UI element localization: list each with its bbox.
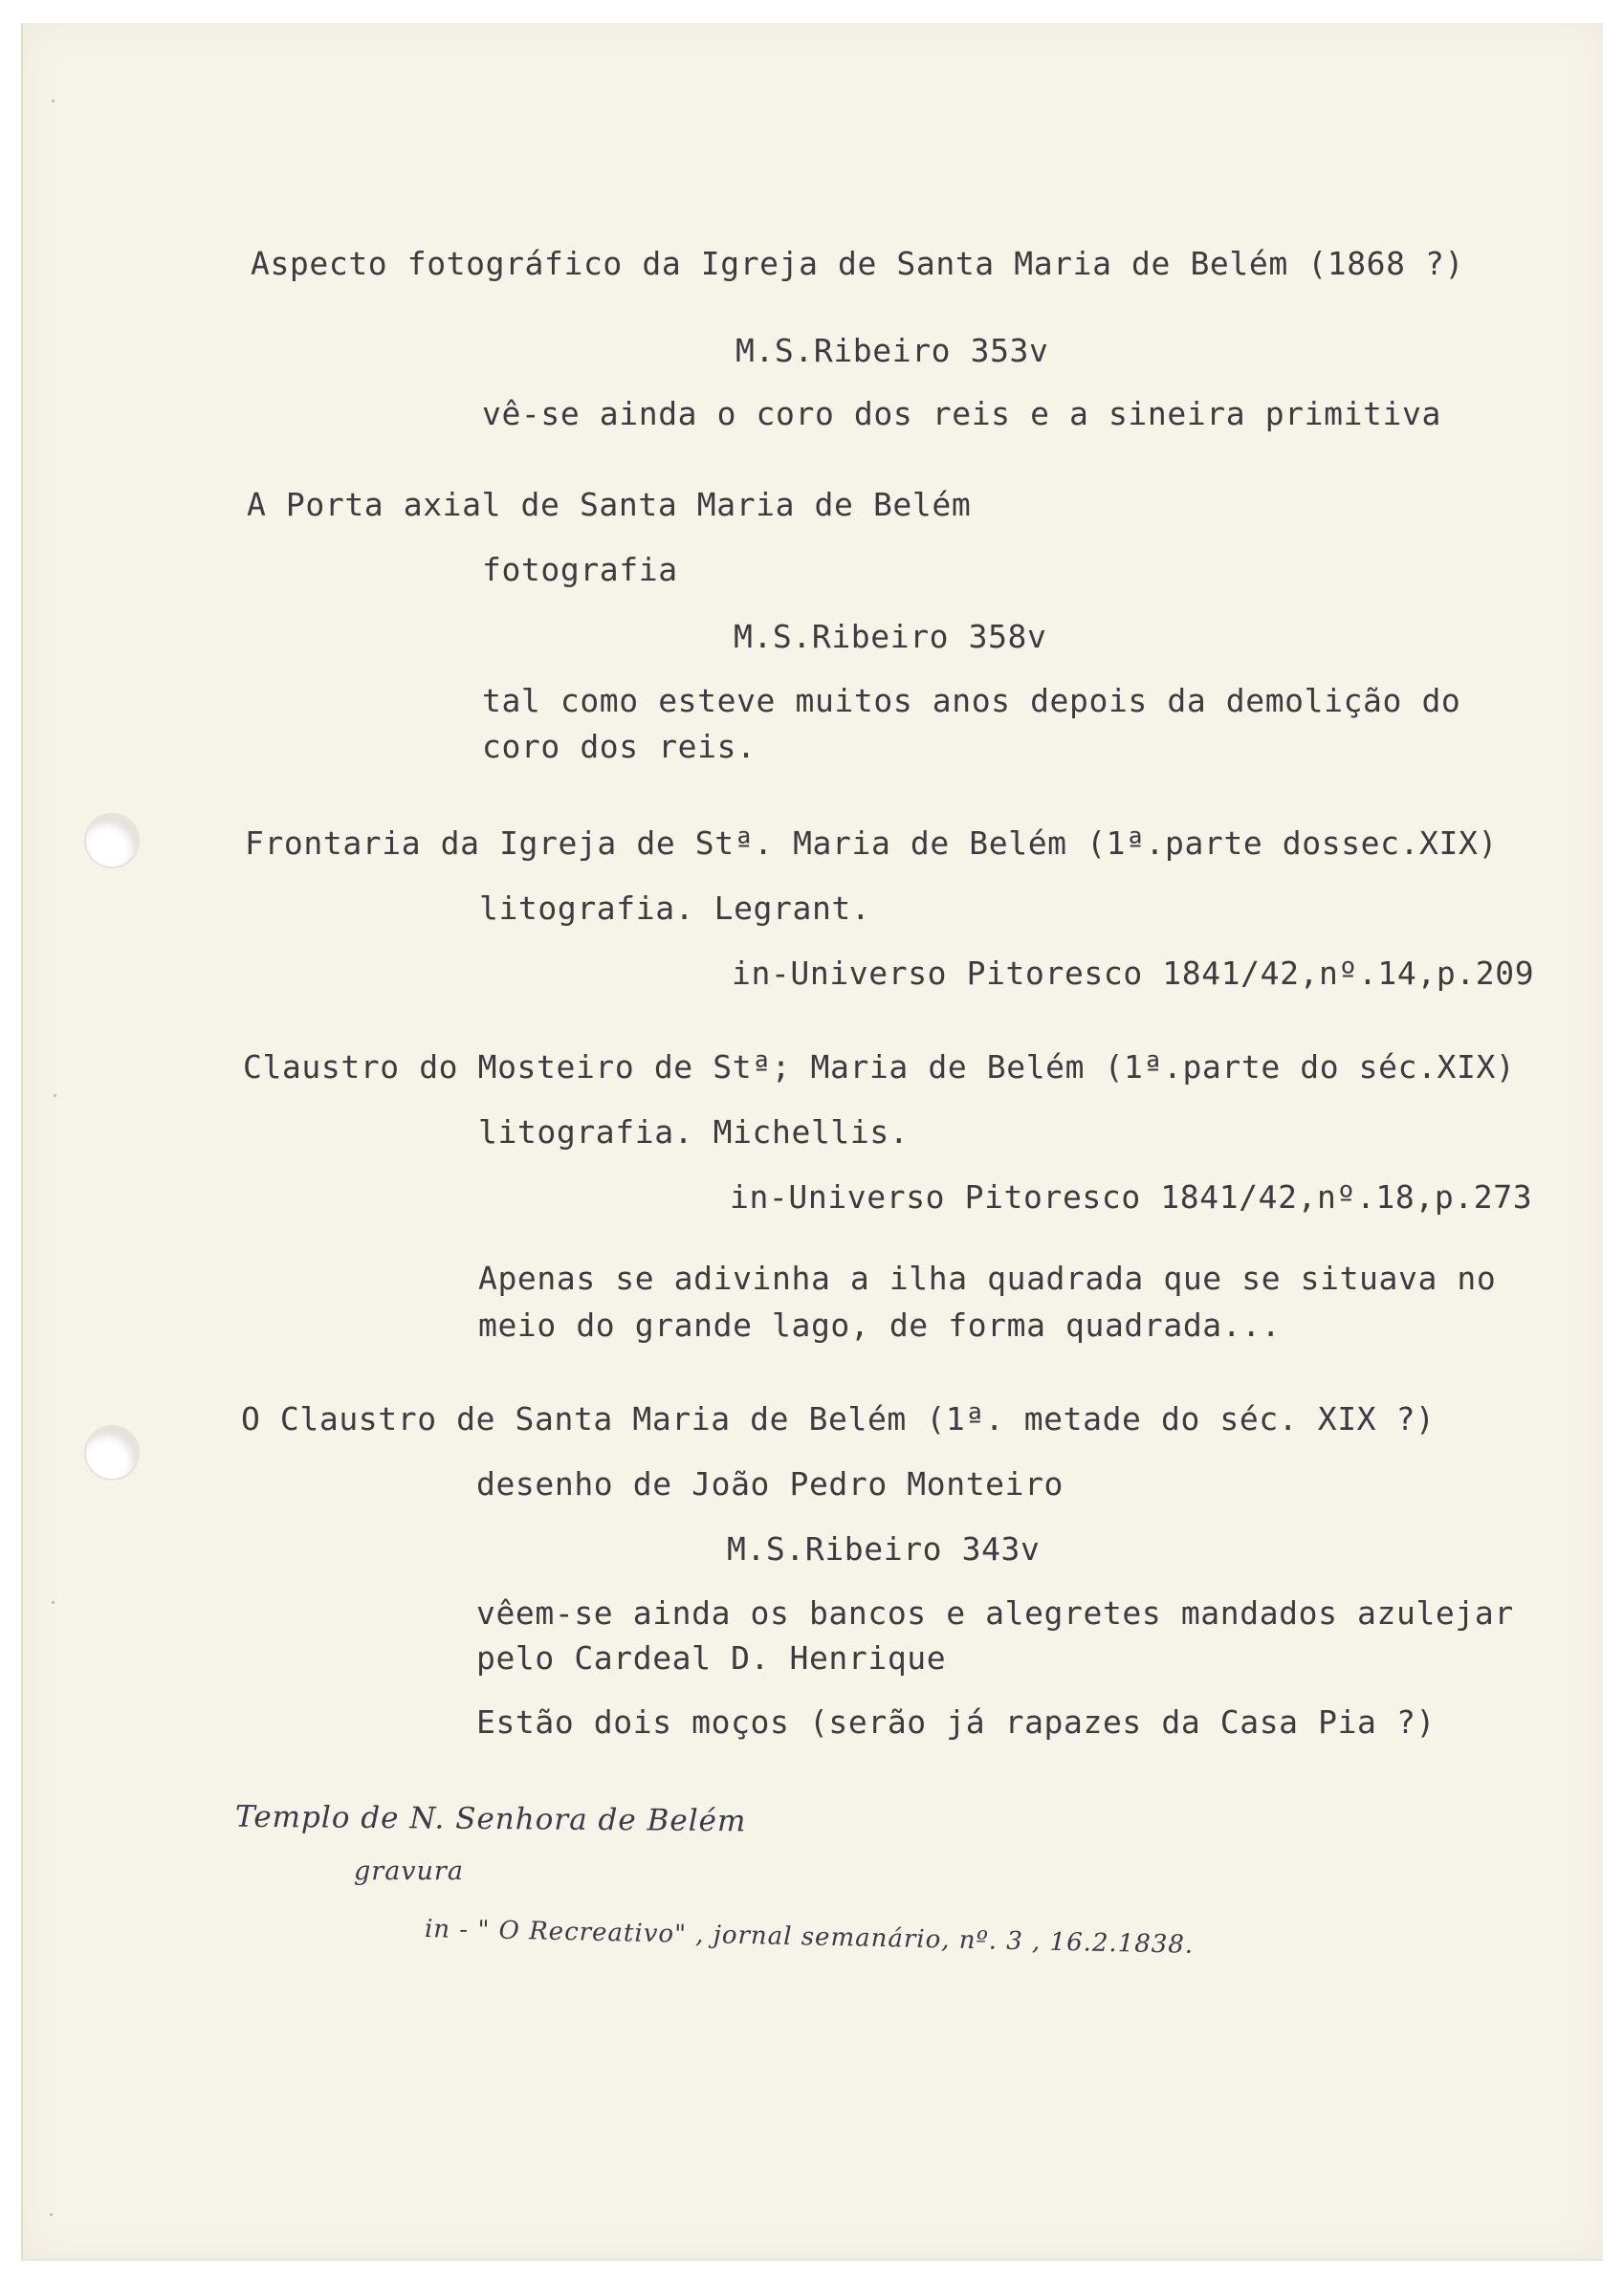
entry-2-type: fotografia — [482, 551, 678, 588]
entry-5-note-line: pelo Cardeal D. Henrique — [476, 1639, 947, 1677]
entry-3-reference: in-Universo Pitoresco 1841/42,nº.14,p.209 — [732, 955, 1535, 992]
paper-speck — [50, 2213, 53, 2216]
handwritten-type: gravura — [354, 1856, 464, 1886]
entry-5-extra: Estão dois moços (serão já rapazes da Casa Pia ?) — [476, 1703, 1436, 1741]
entry-1-reference: M.S.Ribeiro 353v — [735, 332, 1049, 369]
entry-5-note-line: vêem-se ainda os bancos e alegretes mandados azulejar — [476, 1594, 1514, 1632]
document-page — [21, 23, 1603, 2261]
entry-2-reference: M.S.Ribeiro 358v — [734, 618, 1047, 655]
paper-speck — [54, 1094, 56, 1097]
entry-2-title: A Porta axial de Santa Maria de Belém — [247, 486, 972, 523]
entry-1-title: Aspecto fotográfico da Igreja de Santa Maria de Belém (1868 ?) — [251, 245, 1464, 282]
entry-5-reference: M.S.Ribeiro 343v — [727, 1530, 1041, 1568]
handwritten-reference: in - " O Recreativo" , jornal semanário, nº. 3 , 16.2.1838. — [424, 1915, 1195, 1960]
entry-3-type: litografia. Legrant. — [479, 889, 871, 927]
paper-speck — [52, 1601, 55, 1604]
entry-1-note: vê-se ainda o coro dos reis e a sineira primitiva — [482, 395, 1441, 432]
entry-4-note-line: Apenas se adivinha a ilha quadrada que se situava no — [478, 1260, 1497, 1297]
entry-4-type: litografia. Michellis. — [478, 1113, 910, 1151]
punch-hole — [84, 813, 140, 868]
entry-5-title: O Claustro de Santa Maria de Belém (1ª. metade do séc. XIX ?) — [241, 1400, 1436, 1438]
entry-5-type: desenho de João Pedro Monteiro — [476, 1465, 1064, 1503]
handwritten-title: Templo de N. Senhora de Belém — [234, 1799, 747, 1839]
entry-2-note-line: tal como esteve muitos anos depois da demolição do — [482, 682, 1461, 719]
paper-speck — [52, 99, 55, 102]
punch-hole — [84, 1425, 140, 1481]
entry-3-title: Frontaria da Igreja de Stª. Maria de Belém (1ª.parte dossec.XIX) — [245, 824, 1498, 862]
entry-4-note-line: meio do grande lago, de forma quadrada... — [478, 1306, 1282, 1344]
entry-4-title: Claustro do Mosteiro de Stª; Maria de Belém (1ª.parte do séc.XIX) — [243, 1048, 1516, 1086]
entry-2-note-line: coro dos reis. — [482, 728, 757, 765]
entry-4-reference: in-Universo Pitoresco 1841/42,nº.18,p.273 — [730, 1178, 1533, 1216]
